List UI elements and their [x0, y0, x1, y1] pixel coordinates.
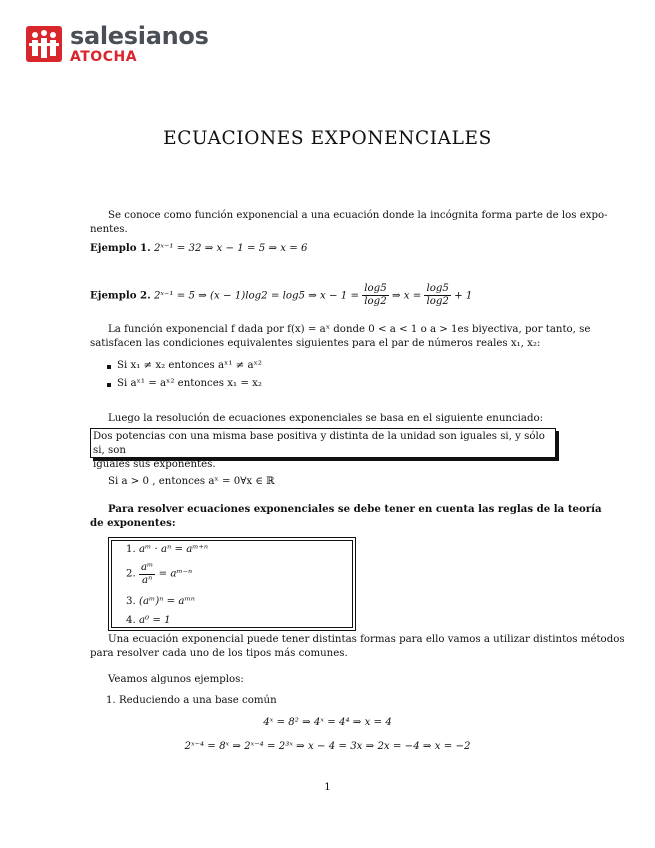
intro-text: Se conoce como función exponencial a una ecuación donde la incógnita forma parte de los expo-: [108, 210, 608, 221]
theorem-line-2: iguales sus exponentes.: [93, 459, 216, 470]
resolution-text: Luego la resolución de ecuaciones exponenciales se basa en el siguiente enunciado:: [108, 413, 544, 424]
exponent-rules-box: [108, 537, 356, 631]
example-2-math-a: 2ˣ⁻¹ = 5 ⇒ (x − 1)log2 = log5 ⇒ x − 1 =: [153, 290, 360, 302]
example-2-tail: + 1: [454, 290, 473, 302]
forms-line-2: para resolver cada uno de los tipos más comunes.: [90, 648, 348, 659]
intro-text-cont: nentes.: [90, 224, 128, 235]
bold-heading-line-2: de exponentes:: [90, 517, 176, 529]
si-line: Si a > 0 , entonces aˣ = 0∀x ∈ ℝ: [108, 476, 275, 487]
example-2-fraction-2: $\frac{\log 5}{\log 2}$: [426, 283, 449, 307]
example-2-fraction-1: $\frac{\log 5}{\log 2}$: [364, 283, 387, 307]
rule-3: 3. (aᵐ)ⁿ = aᵐⁿ: [126, 596, 195, 607]
bullet-icon: [107, 365, 111, 369]
bold-heading-line-1: Para resolver ecuaciones exponenciales se debe tener en cuenta las reglas de la teoría: [108, 503, 602, 515]
page-title: ECUACIONES EXPONENCIALES: [163, 128, 492, 149]
salesianos-logo-icon: [26, 26, 62, 62]
example-1-math: 2ˣ⁻¹ = 32 ⇒ x − 1 = 5 ⇒ x = 6: [153, 243, 308, 254]
definition-line-1: La función exponencial f dada por f(x) = aˣ donde 0 < a < 1 o a > 1es biyectiva, por tanto, se: [108, 324, 591, 335]
example-1: [90, 241, 307, 256]
method-1: 1. Reduciendo a una base común: [106, 695, 277, 706]
rule-2-fraction: $\frac{\text{aᵐ}}{\text{aⁿ}}$: [140, 562, 154, 586]
rule-2: 2. $\frac{\text{aᵐ}}{\text{aⁿ}}$ = aᵐ⁻ⁿ: [126, 562, 193, 586]
bullet-item-2: Si aˣ¹ = aˣ² entonces x₁ = x₂: [117, 378, 262, 389]
page-number: 1: [324, 782, 331, 793]
example-2-mid: ⇒ x =: [391, 290, 422, 302]
theorem-line-1: Dos potencias con una misma base positiva y distinta de la unidad son iguales si, y sólo si, son: [93, 431, 545, 456]
equation-1: 4ˣ = 8² ⇒ 4ˣ = 4⁴ ⇒ x = 4: [263, 717, 392, 728]
examples-intro: Veamos algunos ejemplos:: [108, 674, 244, 685]
bullet-item-1: Si x₁ ≠ x₂ entonces aˣ¹ ≠ aˣ²: [117, 360, 262, 371]
forms-line-1: Una ecuación exponencial puede tener distintas formas para ello vamos a utilizar distintos métodos: [108, 634, 625, 645]
definition-line-2: satisfacen las condiciones equivalentes siguientes para el par de números reales x₁, x₂:: [90, 338, 541, 349]
example-2-label: Ejemplo 2.: [90, 289, 151, 302]
equation-2: 2ˣ⁻⁴ = 8ˣ ⇒ 2ˣ⁻⁴ = 2³ˣ ⇒ x − 4 = 3x ⇒ 2x = −4 ⇒ x = −2: [184, 741, 471, 752]
bullet-icon: [107, 383, 111, 387]
theorem-box: [90, 428, 556, 470]
example-1-label: Ejemplo 1.: [90, 242, 151, 254]
logo-name: salesianos: [70, 22, 209, 50]
example-2: [90, 283, 472, 309]
logo: [26, 22, 209, 66]
logo-sub: ATOCHA: [70, 49, 138, 65]
rule-4: 4. a⁰ = 1: [126, 615, 171, 626]
rule-1: 1. aᵐ · aⁿ = aᵐ⁺ⁿ: [126, 544, 209, 555]
